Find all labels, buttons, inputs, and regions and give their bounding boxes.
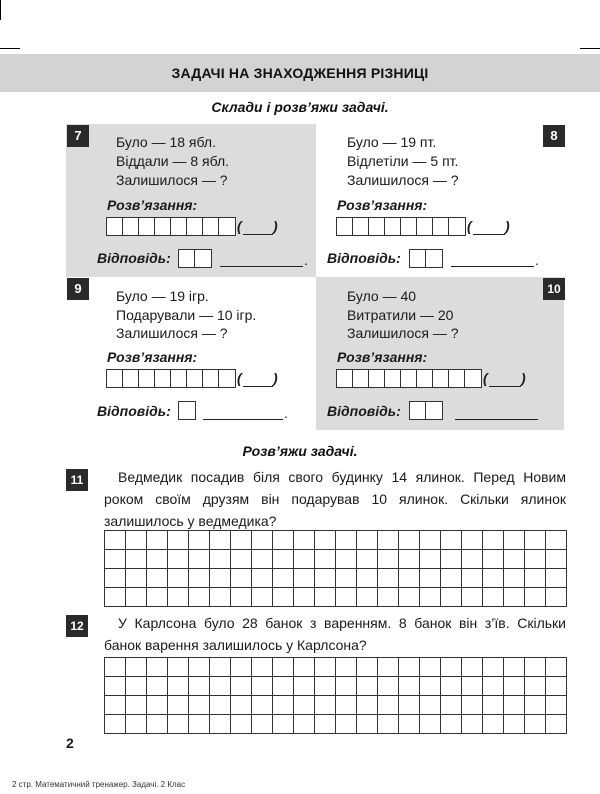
- grid-cell[interactable]: [315, 550, 336, 569]
- grid-cell[interactable]: [336, 550, 357, 569]
- grid-cell[interactable]: [189, 588, 210, 607]
- answer-cell[interactable]: [337, 370, 353, 387]
- grid-cell[interactable]: [126, 588, 147, 607]
- grid-cell[interactable]: [273, 569, 294, 588]
- answer-cell[interactable]: [449, 218, 465, 235]
- instruction-solve: Розв’яжи задачі.: [242, 443, 358, 459]
- grid-cell[interactable]: [273, 531, 294, 550]
- grid-cell[interactable]: [399, 531, 420, 550]
- grid-cell[interactable]: [378, 569, 399, 588]
- task-10-solution-cells[interactable]: [336, 369, 482, 388]
- grid-cell[interactable]: [105, 677, 126, 696]
- answer-cell[interactable]: [155, 218, 171, 235]
- grid-cell[interactable]: [231, 658, 252, 677]
- grid-cell[interactable]: [378, 588, 399, 607]
- task-number-7: 7: [67, 125, 89, 147]
- grid-cell[interactable]: [546, 569, 567, 588]
- grid-cell[interactable]: [336, 531, 357, 550]
- grid-cell[interactable]: [273, 715, 294, 734]
- grid-cell[interactable]: [315, 658, 336, 677]
- grid-cell[interactable]: [378, 696, 399, 715]
- grid-cell[interactable]: [210, 569, 231, 588]
- task-7-answer-label: Відповідь:: [97, 250, 171, 266]
- answer-cell[interactable]: [107, 218, 123, 235]
- task-8-line-2: Відлетіли — 5 пт.: [347, 153, 459, 169]
- grid-cell[interactable]: [294, 658, 315, 677]
- answer-cell[interactable]: [179, 402, 195, 419]
- answer-cell[interactable]: [337, 218, 353, 235]
- grid-cell[interactable]: [315, 569, 336, 588]
- answer-cell[interactable]: [410, 402, 426, 419]
- grid-cell[interactable]: [105, 715, 126, 734]
- answer-cell[interactable]: [449, 370, 465, 387]
- grid-cell[interactable]: [462, 715, 483, 734]
- grid-cell[interactable]: [399, 696, 420, 715]
- footer-text: 2 стр. Математичний тренажер. Задачі. 2 Клас: [12, 780, 186, 789]
- answer-cell[interactable]: [433, 218, 449, 235]
- grid-cell[interactable]: [504, 677, 525, 696]
- grid-cell[interactable]: [147, 696, 168, 715]
- grid-cell[interactable]: [462, 677, 483, 696]
- grid-cell[interactable]: [273, 588, 294, 607]
- grid-cell[interactable]: [168, 531, 189, 550]
- grid-cell[interactable]: [357, 696, 378, 715]
- answer-cell[interactable]: [155, 370, 171, 387]
- answer-cell[interactable]: [123, 218, 139, 235]
- task-10-paren-open: (: [483, 370, 488, 386]
- grid-cell[interactable]: [525, 696, 546, 715]
- grid-cell[interactable]: [462, 531, 483, 550]
- instruction-compose: Склади і розв’яжи задачі.: [211, 99, 389, 115]
- task-8-solution-cells[interactable]: [336, 217, 466, 236]
- grid-cell[interactable]: [168, 696, 189, 715]
- answer-cell[interactable]: [433, 370, 449, 387]
- task-10-line-1: Було — 40: [347, 288, 417, 304]
- grid-cell[interactable]: [336, 588, 357, 607]
- task-10-answer-label: Відповідь:: [327, 403, 401, 419]
- task-9-line-1: Було — 19 ігр.: [116, 288, 209, 304]
- answer-cell[interactable]: [123, 370, 139, 387]
- answer-cell[interactable]: [179, 250, 195, 267]
- answer-cell[interactable]: [385, 218, 401, 235]
- grid-cell[interactable]: [525, 715, 546, 734]
- grid-cell[interactable]: [252, 569, 273, 588]
- task-8-paren-open: (: [467, 218, 472, 234]
- grid-cell[interactable]: [126, 715, 147, 734]
- grid-cell[interactable]: [126, 658, 147, 677]
- grid-cell[interactable]: [147, 715, 168, 734]
- task-9-paren-open: (: [237, 370, 242, 386]
- task-9-line-2: Подарували — 10 ігр.: [116, 307, 257, 323]
- grid-cell[interactable]: [105, 550, 126, 569]
- task-7-answer-cells[interactable]: [178, 249, 212, 268]
- grid-cell[interactable]: [546, 531, 567, 550]
- task-number-8: 8: [543, 125, 565, 147]
- answer-cell[interactable]: [385, 370, 401, 387]
- grid-cell[interactable]: [189, 569, 210, 588]
- task-8-answer-cells[interactable]: [409, 249, 443, 268]
- grid-cell[interactable]: [336, 715, 357, 734]
- grid-cell[interactable]: [168, 550, 189, 569]
- grid-cell[interactable]: [504, 550, 525, 569]
- grid-cell[interactable]: [210, 658, 231, 677]
- grid-cell[interactable]: [189, 658, 210, 677]
- answer-cell[interactable]: [195, 250, 211, 267]
- grid-cell[interactable]: [546, 588, 567, 607]
- grid-cell[interactable]: [231, 715, 252, 734]
- task-7-solution-label: Розв’язання:: [107, 197, 198, 213]
- grid-cell[interactable]: [210, 677, 231, 696]
- grid-cell[interactable]: [378, 715, 399, 734]
- grid-cell[interactable]: [420, 569, 441, 588]
- grid-cell[interactable]: [504, 569, 525, 588]
- task-9-answer-cells[interactable]: [178, 401, 196, 420]
- task-7-answer-blank[interactable]: [220, 266, 303, 267]
- task-10-answer-blank[interactable]: [455, 419, 538, 420]
- answer-cell[interactable]: [219, 218, 235, 235]
- grid-cell[interactable]: [504, 715, 525, 734]
- task-8-answer-label: Відповідь:: [327, 250, 401, 266]
- grid-cell[interactable]: [126, 569, 147, 588]
- grid-cell[interactable]: [147, 677, 168, 696]
- task-9-paren-close: ): [273, 370, 278, 386]
- grid-cell[interactable]: [378, 658, 399, 677]
- grid-cell[interactable]: [546, 715, 567, 734]
- grid-cell[interactable]: [525, 550, 546, 569]
- grid-cell[interactable]: [462, 696, 483, 715]
- grid-cell[interactable]: [294, 531, 315, 550]
- grid-cell[interactable]: [420, 715, 441, 734]
- grid-cell[interactable]: [504, 658, 525, 677]
- grid-cell[interactable]: [462, 658, 483, 677]
- answer-cell[interactable]: [203, 218, 219, 235]
- grid-cell[interactable]: [357, 569, 378, 588]
- crop-mark: [0, 0, 1, 20]
- grid-cell[interactable]: [252, 658, 273, 677]
- grid-cell[interactable]: [231, 677, 252, 696]
- problem-12-grid[interactable]: [104, 657, 567, 734]
- grid-cell[interactable]: [189, 677, 210, 696]
- grid-cell[interactable]: [441, 550, 462, 569]
- grid-cell[interactable]: [126, 531, 147, 550]
- grid-cell[interactable]: [525, 531, 546, 550]
- grid-cell[interactable]: [168, 569, 189, 588]
- task-7-paren-open: (: [237, 218, 242, 234]
- grid-cell[interactable]: [315, 715, 336, 734]
- grid-cell[interactable]: [210, 550, 231, 569]
- grid-cell[interactable]: [504, 531, 525, 550]
- task-8-unit-blank[interactable]: [473, 234, 505, 235]
- grid-cell[interactable]: [483, 531, 504, 550]
- grid-cell[interactable]: [483, 715, 504, 734]
- grid-cell[interactable]: [399, 550, 420, 569]
- grid-cell[interactable]: [378, 531, 399, 550]
- task-10-line-3: Залишилося — ?: [347, 325, 459, 341]
- task-8-paren-close: ): [505, 218, 510, 234]
- grid-cell[interactable]: [210, 588, 231, 607]
- grid-cell[interactable]: [126, 550, 147, 569]
- grid-cell[interactable]: [525, 588, 546, 607]
- grid-cell[interactable]: [273, 550, 294, 569]
- answer-cell[interactable]: [417, 218, 433, 235]
- answer-cell[interactable]: [401, 370, 417, 387]
- grid-cell[interactable]: [231, 550, 252, 569]
- grid-cell[interactable]: [315, 677, 336, 696]
- grid-cell[interactable]: [504, 588, 525, 607]
- answer-cell[interactable]: [139, 370, 155, 387]
- grid-cell[interactable]: [294, 569, 315, 588]
- grid-cell[interactable]: [399, 715, 420, 734]
- grid-cell[interactable]: [189, 696, 210, 715]
- answer-cell[interactable]: [353, 218, 369, 235]
- task-8-line-3: Залишилося — ?: [347, 172, 459, 188]
- answer-cell[interactable]: [465, 370, 481, 387]
- task-number-10: 10: [543, 278, 565, 300]
- task-10-unit-blank[interactable]: [489, 386, 521, 387]
- grid-cell[interactable]: [105, 531, 126, 550]
- task-9-line-3: Залишилося — ?: [116, 325, 228, 341]
- grid-cell[interactable]: [252, 588, 273, 607]
- grid-cell[interactable]: [420, 550, 441, 569]
- task-9-answer-label: Відповідь:: [97, 403, 171, 419]
- grid-cell[interactable]: [462, 588, 483, 607]
- grid-cell[interactable]: [147, 588, 168, 607]
- grid-cell[interactable]: [441, 696, 462, 715]
- grid-cell[interactable]: [357, 677, 378, 696]
- grid-cell[interactable]: [378, 550, 399, 569]
- grid-cell[interactable]: [252, 715, 273, 734]
- grid-cell[interactable]: [210, 531, 231, 550]
- grid-cell[interactable]: [462, 569, 483, 588]
- grid-cell[interactable]: [126, 677, 147, 696]
- grid-cell[interactable]: [189, 715, 210, 734]
- task-8-answer-dot: .: [535, 252, 539, 268]
- grid-cell[interactable]: [357, 588, 378, 607]
- task-10-paren-close: ): [521, 370, 526, 386]
- answer-cell[interactable]: [203, 370, 219, 387]
- answer-cell[interactable]: [187, 370, 203, 387]
- grid-cell[interactable]: [441, 588, 462, 607]
- grid-cell[interactable]: [483, 658, 504, 677]
- grid-cell[interactable]: [483, 550, 504, 569]
- grid-cell[interactable]: [441, 677, 462, 696]
- answer-cell[interactable]: [417, 370, 433, 387]
- grid-cell[interactable]: [378, 677, 399, 696]
- grid-cell[interactable]: [168, 715, 189, 734]
- grid-cell[interactable]: [273, 658, 294, 677]
- grid-cell[interactable]: [357, 550, 378, 569]
- grid-cell[interactable]: [462, 550, 483, 569]
- grid-cell[interactable]: [357, 531, 378, 550]
- grid-cell[interactable]: [105, 569, 126, 588]
- answer-cell[interactable]: [187, 218, 203, 235]
- grid-cell[interactable]: [546, 658, 567, 677]
- grid-cell[interactable]: [336, 696, 357, 715]
- task-9-answer-dot: .: [284, 405, 288, 421]
- answer-cell[interactable]: [107, 370, 123, 387]
- grid-cell[interactable]: [441, 715, 462, 734]
- task-7-paren-close: ): [273, 218, 278, 234]
- grid-cell[interactable]: [336, 569, 357, 588]
- grid-cell[interactable]: [483, 588, 504, 607]
- grid-cell[interactable]: [357, 658, 378, 677]
- grid-cell[interactable]: [357, 715, 378, 734]
- task-7-solution-cells[interactable]: [106, 217, 236, 236]
- task-7-line-3: Залишилося — ?: [116, 172, 228, 188]
- grid-cell[interactable]: [336, 658, 357, 677]
- grid-cell[interactable]: [420, 658, 441, 677]
- problem-11-text: Ведмедик посадив біля свого будинку 14 ялинок. Перед Новим роком своїм друзям він подарував 10 ялинок. Скільки ялинок залишилось у ведмедика?: [104, 469, 566, 529]
- grid-cell[interactable]: [441, 531, 462, 550]
- grid-cell[interactable]: [231, 696, 252, 715]
- grid-cell[interactable]: [147, 569, 168, 588]
- answer-cell[interactable]: [410, 250, 426, 267]
- task-7-line-2: Віддали — 8 ябл.: [116, 153, 230, 169]
- grid-cell[interactable]: [231, 531, 252, 550]
- task-7-unit-blank[interactable]: [243, 234, 273, 235]
- answer-cell[interactable]: [171, 370, 187, 387]
- grid-cell[interactable]: [105, 588, 126, 607]
- grid-cell[interactable]: [294, 696, 315, 715]
- grid-cell[interactable]: [525, 658, 546, 677]
- grid-cell[interactable]: [546, 696, 567, 715]
- grid-cell[interactable]: [420, 531, 441, 550]
- grid-cell[interactable]: [336, 677, 357, 696]
- page-number: 2: [66, 735, 74, 751]
- task-8-answer-blank[interactable]: [451, 266, 534, 267]
- grid-cell[interactable]: [252, 696, 273, 715]
- task-10-line-2: Витратили — 20: [347, 307, 454, 323]
- grid-cell[interactable]: [546, 677, 567, 696]
- answer-cell[interactable]: [426, 402, 442, 419]
- grid-cell[interactable]: [399, 677, 420, 696]
- grid-cell[interactable]: [525, 677, 546, 696]
- grid-cell[interactable]: [210, 715, 231, 734]
- task-8-solution-label: Розв’язання:: [337, 197, 428, 213]
- grid-cell[interactable]: [315, 696, 336, 715]
- grid-cell[interactable]: [147, 531, 168, 550]
- answer-cell[interactable]: [219, 370, 235, 387]
- grid-cell[interactable]: [231, 588, 252, 607]
- task-number-12: 12: [66, 615, 88, 637]
- task-9-solution-cells[interactable]: [106, 369, 236, 388]
- crop-mark: [580, 48, 600, 49]
- grid-cell[interactable]: [126, 696, 147, 715]
- grid-cell[interactable]: [252, 677, 273, 696]
- grid-cell[interactable]: [168, 677, 189, 696]
- answer-cell[interactable]: [369, 218, 385, 235]
- problem-12-text: У Карлсона було 28 банок з варенням. 8 банок він з’їв. Скільки банок варення залишилось у Карлсона?: [104, 615, 566, 653]
- grid-cell[interactable]: [483, 569, 504, 588]
- grid-cell[interactable]: [483, 677, 504, 696]
- task-9-answer-blank[interactable]: [203, 419, 283, 420]
- grid-cell[interactable]: [294, 550, 315, 569]
- task-10-answer-cells[interactable]: [409, 401, 443, 420]
- grid-cell[interactable]: [420, 696, 441, 715]
- grid-cell[interactable]: [441, 658, 462, 677]
- task-10-solution-label: Розв’язання:: [337, 349, 428, 365]
- grid-cell[interactable]: [483, 696, 504, 715]
- grid-cell[interactable]: [147, 550, 168, 569]
- grid-cell[interactable]: [525, 569, 546, 588]
- grid-cell[interactable]: [546, 550, 567, 569]
- task-7-answer-dot: .: [304, 252, 308, 268]
- task-9-unit-blank[interactable]: [243, 386, 273, 387]
- answer-cell[interactable]: [401, 218, 417, 235]
- grid-cell[interactable]: [315, 531, 336, 550]
- grid-cell[interactable]: [273, 696, 294, 715]
- answer-cell[interactable]: [369, 370, 385, 387]
- grid-cell[interactable]: [420, 677, 441, 696]
- grid-cell[interactable]: [294, 715, 315, 734]
- grid-cell[interactable]: [168, 588, 189, 607]
- grid-cell[interactable]: [273, 677, 294, 696]
- grid-cell[interactable]: [252, 531, 273, 550]
- grid-cell[interactable]: [105, 696, 126, 715]
- grid-cell[interactable]: [147, 658, 168, 677]
- grid-cell[interactable]: [399, 588, 420, 607]
- grid-cell[interactable]: [252, 550, 273, 569]
- problem-11-grid[interactable]: [104, 530, 567, 607]
- grid-cell[interactable]: [105, 658, 126, 677]
- grid-cell[interactable]: [420, 588, 441, 607]
- answer-cell[interactable]: [171, 218, 187, 235]
- grid-cell[interactable]: [399, 658, 420, 677]
- grid-cell[interactable]: [294, 588, 315, 607]
- task-8-line-1: Було — 19 пт.: [347, 134, 437, 150]
- grid-cell[interactable]: [399, 569, 420, 588]
- task-9-solution-label: Розв’язання:: [107, 349, 198, 365]
- page-title: ЗАДАЧІ НА ЗНАХОДЖЕННЯ РІЗНИЦІ: [171, 65, 429, 81]
- grid-cell[interactable]: [168, 658, 189, 677]
- task-7-line-1: Було — 18 ябл.: [116, 134, 216, 150]
- answer-cell[interactable]: [353, 370, 369, 387]
- crop-mark: [0, 48, 20, 49]
- grid-cell[interactable]: [294, 677, 315, 696]
- task-number-9: 9: [67, 278, 89, 300]
- grid-cell[interactable]: [231, 569, 252, 588]
- task-number-11: 11: [66, 469, 88, 491]
- answer-cell[interactable]: [426, 250, 442, 267]
- grid-cell[interactable]: [189, 550, 210, 569]
- answer-cell[interactable]: [139, 218, 155, 235]
- grid-cell[interactable]: [189, 531, 210, 550]
- grid-cell[interactable]: [441, 569, 462, 588]
- grid-cell[interactable]: [315, 588, 336, 607]
- grid-cell[interactable]: [210, 696, 231, 715]
- grid-cell[interactable]: [504, 696, 525, 715]
